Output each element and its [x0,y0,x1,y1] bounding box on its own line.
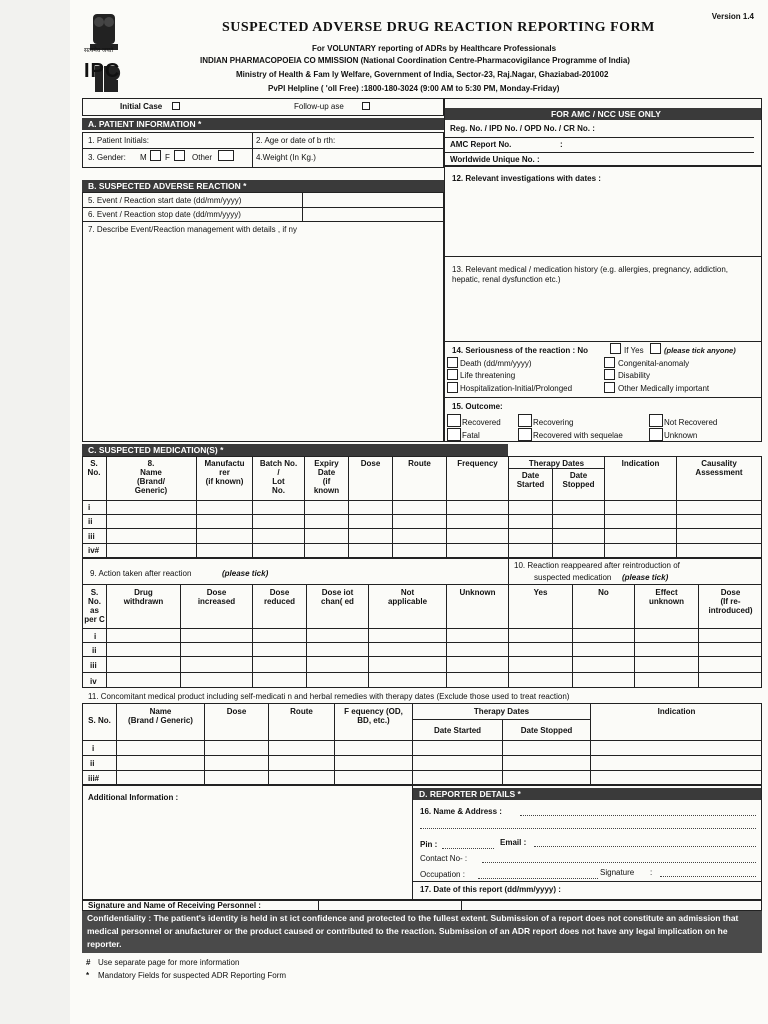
q12-label: 12. Relevant investigations with dates : [452,174,601,183]
row-label: iv [90,677,97,686]
col-header: Dose increased [197,588,236,606]
col-header: Indication [621,459,660,468]
table-row [82,528,762,529]
outcome-unknown: Unknown [664,431,698,440]
divider [444,397,762,398]
divider [82,148,444,149]
col-divider [604,456,605,558]
q10-hint: (please tick) [622,573,669,582]
describe-label: 7. Describe Event/Reaction management with details , if ny [88,225,297,234]
row-label: ii [88,517,93,526]
row-label: ii [92,646,97,655]
date-report-label: 17. Date of this report (dd/mm/yyyy) : [420,885,561,894]
table-row [82,656,762,657]
row-label: iii [90,661,97,670]
row-label: iii# [88,774,100,783]
row-label: iii [88,532,95,541]
emblem-caption: सत्यमेव जयते [84,48,114,54]
form-subtitle: For VOLUNTARY reporting of ADRs by Healthcare Professionals [312,44,557,53]
death-checkbox[interactable] [447,357,458,368]
follow-up-checkbox[interactable] [362,102,370,110]
divider [82,207,444,208]
gender-m-label: M [140,153,147,162]
signature-field[interactable] [660,876,756,877]
outcome-recovering: Recovering [533,418,574,427]
amc-reg-no: Reg. No. / IPD No. / OPD No. / CR No. : [450,124,595,133]
receiving-field[interactable] [318,900,462,911]
q13-label: 13. Relevant medical / medication history (e.g. allergies, pregnancy, addiction, hepatic, renal dysfunction etc.) [452,265,728,284]
divider [412,881,762,882]
helpline-line: PvPI Helpline ( 'oll Free) :1800-180-3024 (9:00 AM to 5:30 PM, Monday-Friday) [268,84,560,93]
version-label: Version 1.4 [711,12,754,21]
right-panel [444,166,762,442]
col-divider [572,584,573,688]
col-header: Name (Brand / Generic) [128,707,193,725]
col-header: Dose (If re- introduced) [708,588,753,615]
seriousness-life-threatening: Life threatening [460,371,516,380]
section-a-header: A. PATIENT INFORMATION * [82,118,444,130]
col-header: S. No. as per C [84,588,105,624]
col-header: Route [290,707,313,716]
start-date-label: 5. Event / Reaction start date (dd/mm/yyyy) [88,196,242,205]
table-row [82,770,762,771]
q9-label: 9. Action taken after reaction [90,569,192,578]
additional-info-label: Additional Information : [88,793,179,802]
table-row [82,755,762,756]
section-c-header: C. SUSPECTED MEDICATION(S) * [82,444,508,456]
footnote-mandatory: Mandatory Fields for suspected ADR Reporting Form [98,971,287,980]
footnote-separate-page: Use separate page for more information [98,958,240,967]
col-header: Expiry Date (if known [313,459,340,495]
row-label: i [94,632,97,641]
age-label: 2. Age or date of b rth: [256,136,336,145]
col-header: Unknown [459,588,496,597]
table-row [82,543,762,544]
initial-case-label: Initial Case [120,102,163,111]
seriousness-no-checkbox[interactable] [610,343,621,354]
initial-case-checkbox[interactable] [172,102,180,110]
form-title: SUSPECTED ADVERSE DRUG REACTION REPORTING FORM [222,20,655,35]
divider [444,256,762,257]
amc-divider [444,137,754,138]
table-row [82,642,762,643]
col-divider [412,785,413,900]
q14-hint: (please tick anyone) [664,346,736,355]
col-divider [392,456,393,558]
col-header: 8. Name (Brand/ Generic) [134,459,168,495]
amc-report-no-colon: : [560,140,563,149]
other-important-checkbox[interactable] [604,382,615,393]
divider [412,719,590,720]
recovered-checkbox[interactable] [447,414,461,427]
gender-other-checkbox[interactable] [218,150,234,161]
divider [444,341,762,342]
col-header: Dose [226,707,247,716]
signature-colon: : [650,868,653,877]
ipc-logo-text: IPC [84,60,121,82]
congenital-checkbox[interactable] [604,357,615,368]
hospitalization-checkbox[interactable] [447,382,458,393]
col-header: Causality Assessment [695,459,743,477]
q14-label: 14. Seriousness of the reaction : No [452,346,589,355]
row-label: iv# [88,546,100,555]
divider [508,468,604,469]
divider [252,132,253,168]
fatal-checkbox[interactable] [447,428,461,441]
email-label: Email : [500,838,527,847]
col-header: Route [408,459,431,468]
receiving-label: Signature and Name of Receiving Personnel : [88,901,261,910]
col-subheader: Date Started [433,726,482,735]
col-header: Dose reduced [263,588,296,606]
amc-header: FOR AMC / NCC USE ONLY [445,108,761,120]
seriousness-congenital: Congenital-anomaly [618,359,690,368]
occupation-label: Occupation : [420,870,465,879]
q9-hint: (please tick) [222,569,269,578]
amc-divider [444,152,754,153]
email-field[interactable] [534,846,756,847]
divider [302,192,303,221]
col-subheader: Date Started [516,471,545,489]
name-address-field[interactable] [520,815,756,816]
col-subheader: Date Stopped [520,726,573,735]
amc-report-no: AMC Report No. [450,140,512,149]
confidentiality-note: Confidentiality : The patient's identity is held in st ict confidence and protected to the fullest extent. Submission of a report does not constitute an admission that medical personnel or anufacturer or the product caused or contributed to the reaction. Submission of an ADR report does not have any legal implication on he reporter. [82,911,762,953]
footnote-mark: # [86,958,91,967]
gender-f-label: F [165,153,170,162]
q11-label: 11. Concomitant medical product including self-medicati n and herbal remedies with therapy dates (Exclude those used to treat reaction) [88,692,570,701]
col-header: Not applicable [387,588,428,606]
seriousness-disability: Disability [618,371,651,380]
col-header: Yes [533,588,548,597]
row-label: ii [90,759,95,768]
col-header: Drug withdrawn [123,588,164,606]
col-header: S. No. [87,459,101,477]
not-recovered-checkbox[interactable] [649,414,663,427]
pin-label: Pin : [420,840,438,849]
gender-m-checkbox[interactable] [150,150,161,161]
ashoka-emblem-icon [82,12,126,96]
q10-label: 10. Reaction reappeared after reintroduction of [514,561,680,570]
q10-label2: suspected medication [534,573,612,582]
col-header: Dose [360,459,381,468]
sequelae-checkbox[interactable] [518,428,532,441]
address-field-line2[interactable] [420,828,756,829]
emblem-logo [82,12,126,96]
seriousness-other: Other Medically important [618,384,710,393]
table-row [82,514,762,515]
q15-label: 15. Outcome: [452,402,503,411]
outcome-sequelae: Recovered with sequelae [533,431,623,440]
col-header: Frequency [457,459,498,468]
col-header: Manufactu rer (if known) [204,459,245,486]
patient-initials-label: 1. Patient Initials: [88,136,149,145]
ministry-line: Ministry of Health & Fam ly Welfare, Government of India, Sector-23, Raj.Nagar, Ghaziabad-201002 [236,70,609,79]
follow-up-label: Follow-up ase [294,102,344,111]
outcome-recovered: Recovered [462,418,501,427]
occupation-field[interactable] [478,878,598,879]
col-header: Batch No. / Lot No. [259,459,298,495]
col-divider [508,558,509,688]
seriousness-death: Death (dd/mm/yyyy) [460,359,532,368]
divider [82,584,762,585]
col-header: Therapy Dates [473,707,530,716]
col-subheader: Date Stopped [562,471,595,489]
table-row [82,672,762,673]
col-header: Therapy Dates [528,459,585,468]
table-row [82,628,762,629]
pin-field[interactable] [442,848,494,849]
outcome-fatal: Fatal [462,431,480,440]
amc-worldwide-no: Worldwide Unique No. : [450,155,540,164]
col-header: F equency (OD, BD, etc.) [344,707,403,725]
col-header: Indication [657,707,696,716]
q14-ifyes-label: If Yes [624,346,644,355]
stop-date-label: 6. Event / Reaction stop date (dd/mm/yyyy) [88,210,241,219]
disability-checkbox[interactable] [604,369,615,380]
contact-field[interactable] [482,862,756,863]
col-divider [348,456,349,558]
col-header: No [598,588,609,597]
recovering-checkbox[interactable] [518,414,532,427]
seriousness-yes-checkbox[interactable] [650,343,661,354]
gender-label: 3. Gender: [88,153,126,162]
col-header: Dose iot chan( ed [321,588,354,606]
org-line: INDIAN PHARMACOPOEIA CO MMISSION (National Coordination Centre-Pharmacovigilance Programme of India) [200,56,630,65]
weight-label: 4.Weight (In Kg.) [256,153,316,162]
outcome-not-recovered: Not Recovered [664,418,718,427]
footnote-mark: * [86,971,90,980]
col-divider [446,456,447,558]
gender-other-label: Other [192,153,213,162]
section-d-header: D. REPORTER DETAILS * [413,788,761,800]
col-divider [446,584,447,688]
divider [82,221,444,222]
unknown-outcome-checkbox[interactable] [649,428,663,441]
col-header: Effect unknown [648,588,685,606]
gender-f-checkbox[interactable] [174,150,185,161]
seriousness-hospitalization: Hospitalization-Initial/Prolonged [460,384,573,393]
life-threatening-checkbox[interactable] [447,369,458,380]
name-address-label: 16. Name & Address : [420,807,502,816]
table-row [82,500,762,501]
table-row [82,740,762,741]
col-header: S. No. [88,716,111,725]
row-label: i [92,744,95,753]
row-label: i [88,503,91,512]
contact-label: Contact No- : [420,854,468,863]
section-b-header: B. SUSPECTED ADVERSE REACTION * [82,180,444,192]
signature-label: Signature [600,868,635,877]
